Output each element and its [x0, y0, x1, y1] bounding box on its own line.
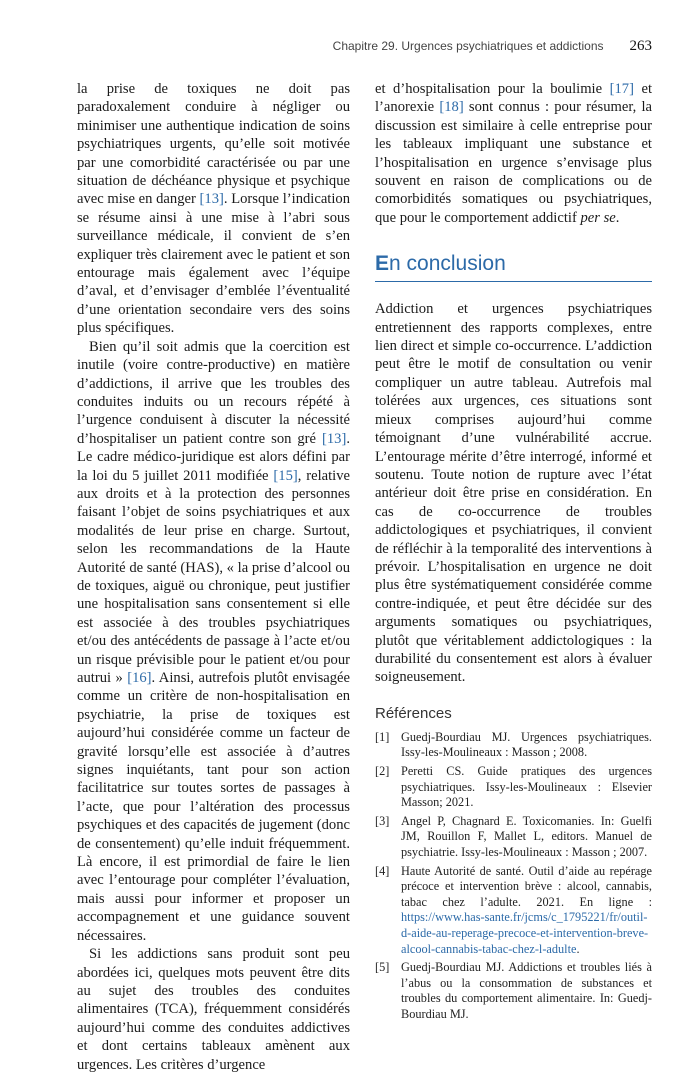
text: sont connus : pour résumer, la discussion est similaire à celle entreprise pour les tableaux impliquant une substance et l’hospitalisation en urgence s’envisage plus souvent en raison de complications ou de comorbidités somatiques ou psychiatriques, que pour le comportement addictif: [375, 99, 652, 226]
text: .: [576, 941, 580, 956]
text: . Lorsque l’indication se résume ainsi à une mise à l’abri sous surveillance médicale, il convient de s’en expliquer très clairement avec le patient et son entourage mais également avec l’équipe d’aval, et d’envisager d’emblée l’éventualité d’une orientation secondaire vers des soins plus spécifiques.: [77, 191, 351, 337]
reference-item: [375, 764, 652, 811]
left-column: [77, 80, 350, 1074]
text: . Ainsi, autrefois plutôt envisagée comme un critère de non-hospitalisation en psychiatrie, la prise de toxiques est aujourd’hui considérée comme un facteur de gravité lorsqu’elle est associée à d’autres signes inquiétants, tant pour son action facilitatrice sur toutes sortes de passages à l’acte, que pour l’altération des processus psychiques et des capacités de jugement (donc de consentement) qu’elle induit fréquemment. Là encore, il est primordial de faire le lien avec l’entourage pour compléter l’évaluation, mais aussi pour informer et proposer un accompagnement et une guidance souvent nécessaires.: [77, 670, 351, 944]
reference-number: [2]: [375, 763, 390, 778]
text: Haute Autorité de santé. Outil d’aide au repérage précoce et intervention brève : alcool, cannabis, tabac chez l’adulte. 2021. En ligne :: [401, 863, 652, 909]
paragraph: [77, 945, 350, 1074]
citation-link[interactable]: [13]: [322, 430, 347, 447]
reference-item: [375, 960, 652, 1022]
paragraph: [375, 80, 652, 227]
reference-item: [375, 864, 652, 958]
text: et l’anorexie: [375, 81, 652, 116]
page-header: [300, 38, 652, 58]
citation-link[interactable]: [18]: [439, 99, 464, 116]
text: la prise de toxiques ne doit pas paradoxalement conduire à négliger ou minimiser une authentique indication de soins psychiatriques urgents, qu’elle soit motivée par une comorbidité caractérisée ou par une situation de déchéance physique et psychique avec mise en danger: [77, 81, 350, 208]
references-list: [375, 730, 652, 1023]
text: . Le cadre médico-juridique est alors défini par la loi du 5 juillet 2011 modifiée: [77, 430, 350, 484]
citation-link[interactable]: [13]: [199, 191, 224, 208]
text: et d’hospitalisation pour la boulimie: [375, 81, 610, 97]
text: , relative aux droits et à la protection des personnes faisant l’objet de soins psychiatriques et aux modalités de leur prise en charge. Surtout, selon les recommandations de la Haute Autorité de santé (HAS), « la prise d’alcool ou de toxiques, aiguë ou chronique, peut justifier une hospitalisation sans consentement si elle est associée à des troubles psychiatriques et/ou des antécédents de passage à l’acte et/ou un risque prévisible pour le patient et/ou pour autrui »: [77, 467, 350, 686]
section-heading: [375, 251, 652, 282]
reference-item: [375, 730, 652, 761]
reference-text: [401, 864, 652, 958]
reference-number: [5]: [375, 960, 390, 975]
heading-initial: E: [375, 252, 390, 276]
reference-text: Guedj-Bourdiau MJ. Addictions et troubles liés à l’abus ou la consommation de substances et troubles du comportement alimentaire. In: Guedj-Bourdiau MJ.: [401, 960, 652, 1021]
references-heading: Références: [375, 704, 452, 722]
heading-text: n conclusion: [389, 252, 506, 276]
conclusion-paragraph: Addiction et urgences psychiatriques entretiennent des rapports complexes, entre lien direct et simple co-occurrence. L’addiction peut être le motif de consultation ou venir compliquer un autre tableau. Autrefois mal tolérées aux urgences, ces situations sont mieux comprises aujourd’hui comme témoignant d’une vulnérabilité accrue. L’entourage mérite d’être interrogé, informé et soutenu. Toute notion de rupture avec l’état antérieur doit être prise en considération. En cas de co-occurrence de troubles addictologiques et psychiatriques, il convient de réfléchir à la temporalité des interventions à prévoir. L’hospitalisation en urgence ne doit plus être systématiquement considérée comme contre-indiquée, et peut être décidée sur des arguments somatiques ou psychiatriques, plutôt que véritablement addictologiques : la durabilité du consentement est alors à évaluer soigneusement.: [375, 301, 652, 686]
reference-text: Peretti CS. Guide pratiques des urgences psychiatriques. Issy-les-Moulineaux : Elsevier Masson; 2021.: [401, 763, 652, 810]
reference-number: [1]: [375, 729, 390, 744]
running-head: Chapitre 29. Urgences psychiatriques et addictions: [332, 39, 604, 53]
right-column: [375, 80, 652, 1025]
page-number: 263: [629, 38, 652, 54]
reference-url-link[interactable]: https://www.has-sante.fr/jcms/c_1795221/fr/outil-d-aide-au-reperage-precoce-et-intervention-breve-alcool-cannabis-tabac-chez-l-adulte: [401, 910, 649, 956]
reference-number: [3]: [375, 813, 390, 828]
text: .: [615, 209, 620, 226]
citation-link[interactable]: [17]: [609, 81, 634, 97]
reference-text: Guedj-Bourdiau MJ. Urgences psychiatriques. Issy-les-Moulineaux : Masson ; 2008.: [401, 729, 652, 760]
paragraph: [77, 80, 350, 338]
text: Bien qu’il soit admis que la coercition est inutile (voire contre-productive) en matière d’addictions, il arrive que les troubles des conduites induits ou un recours répété à l’urgence conduisent à discuter la nécessité d’hospitaliser un patient contre son gré: [77, 338, 350, 447]
citation-link[interactable]: [16]: [127, 670, 152, 686]
emphasis: per se: [580, 209, 616, 226]
reference-text: Angel P, Chagnard E. Toxicomanies. In: Guelfi JM, Rouillon F, Mallet L, editors. Manuel de psychiatrie. Issy-les-Moulineaux : Masson ; 2007.: [401, 813, 652, 859]
paragraph: [77, 338, 350, 945]
reference-item: [375, 814, 652, 861]
citation-link[interactable]: [15]: [273, 467, 298, 484]
text: Si les addictions sans produit sont peu abordées ici, quelques mots peuvent être dits au sujet des troubles des conduites alimentaires (TCA), fréquemment considérés aujourd’hui comme des conduites addictives et dont certains tableaux amènent aux urgences. Les critères d’urgence: [77, 946, 350, 1073]
reference-number: [4]: [375, 863, 390, 878]
